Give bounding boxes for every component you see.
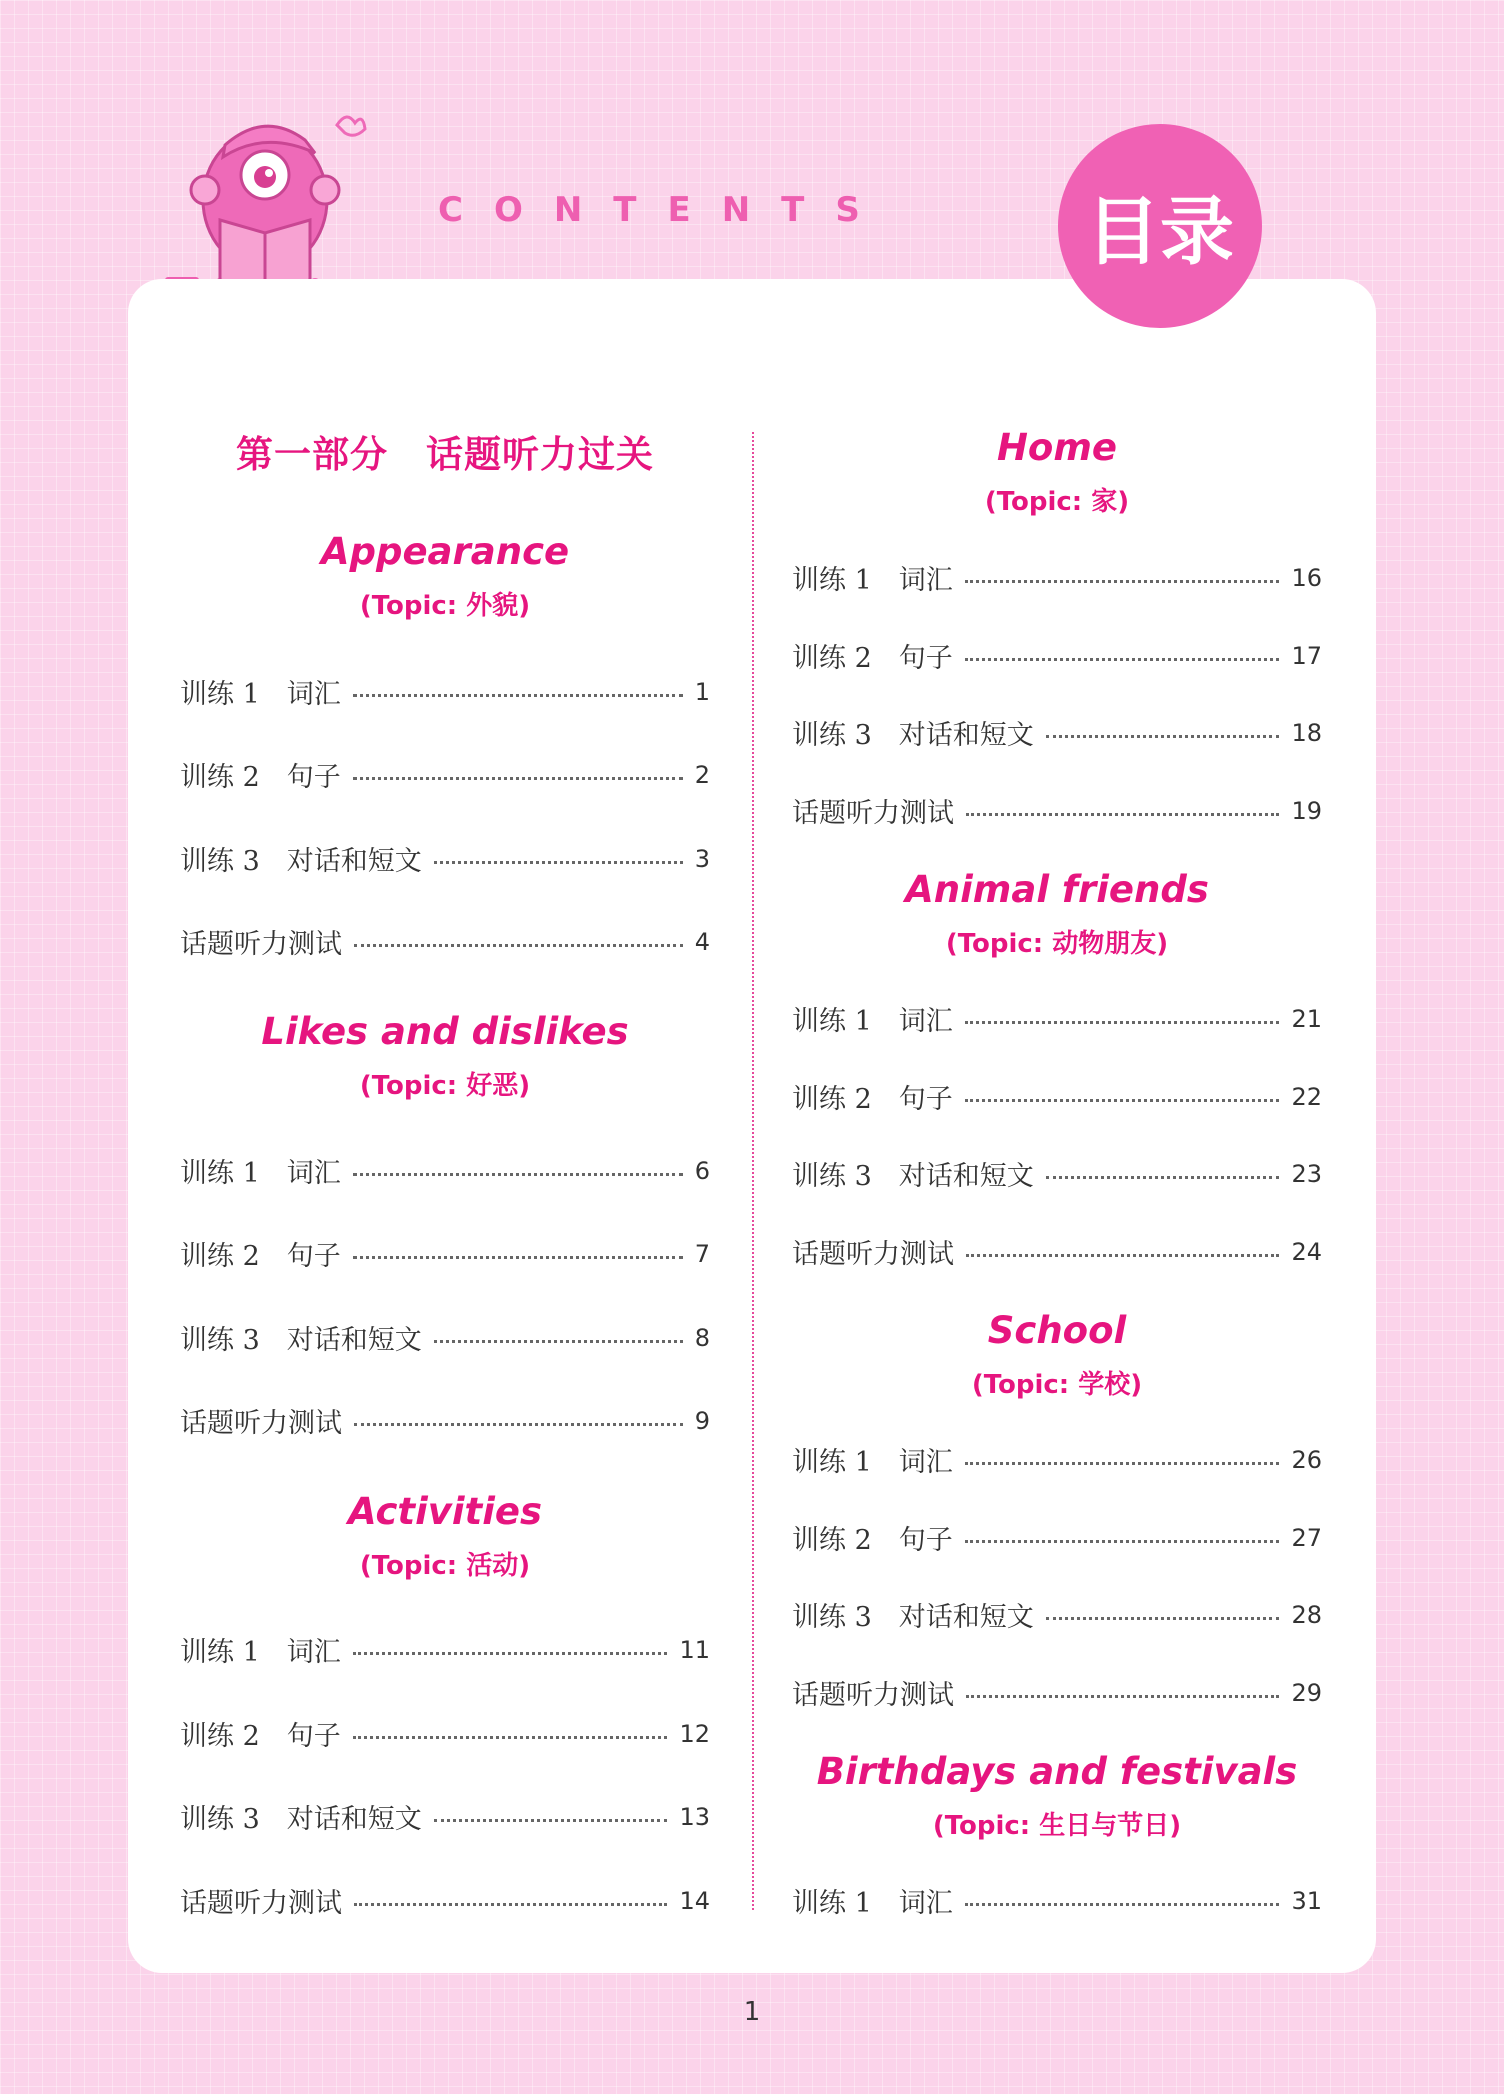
- entry-label: 训练 1 词汇: [180, 1158, 341, 1189]
- toc-entry[interactable]: [180, 1630, 710, 1669]
- entry-label: 训练 2 句子: [180, 762, 341, 793]
- section-title: School: [987, 1309, 1127, 1352]
- entry-label: 训练 3 对话和短文: [792, 720, 1034, 751]
- dot-leader: [965, 1540, 1280, 1543]
- section-subtitle: (Topic: 活动): [359, 1551, 531, 1581]
- toc-entry[interactable]: [792, 1673, 1322, 1712]
- entry-page: 27: [1291, 1523, 1322, 1552]
- dot-leader: [354, 1423, 683, 1426]
- entry-label: 训练 1 词汇: [792, 565, 953, 596]
- column-divider: [752, 432, 754, 1910]
- dot-leader: [353, 1736, 668, 1739]
- entry-label: 话题听力测试: [180, 1408, 342, 1439]
- toc-entry[interactable]: [180, 755, 710, 794]
- dot-leader: [1046, 1617, 1280, 1620]
- toc-entry[interactable]: [180, 1234, 710, 1273]
- entry-page: 28: [1291, 1600, 1322, 1629]
- entry-page: 31: [1291, 1886, 1322, 1915]
- toc-entry[interactable]: [792, 791, 1322, 830]
- dot-leader: [434, 1819, 668, 1822]
- entry-page: 29: [1291, 1678, 1322, 1707]
- section-title: Likes and dislikes: [261, 1010, 629, 1053]
- toc-entry[interactable]: [180, 1318, 710, 1357]
- toc-entry[interactable]: [792, 1881, 1322, 1920]
- entry-page: 18: [1291, 718, 1322, 747]
- section-subtitle: (Topic: 生日与节日): [932, 1811, 1182, 1841]
- dot-leader: [965, 1099, 1280, 1102]
- toc-entry[interactable]: [792, 1154, 1322, 1193]
- entry-page: 4: [694, 927, 710, 956]
- entry-label: 训练 1 词汇: [792, 1888, 953, 1919]
- entry-label: 训练 2 句子: [180, 1721, 341, 1752]
- entry-label: 话题听力测试: [792, 1680, 954, 1711]
- toc-entry[interactable]: [792, 713, 1322, 752]
- entry-label: 训练 3 对话和短文: [792, 1161, 1034, 1192]
- toc-badge: [1058, 124, 1262, 328]
- toc-entry[interactable]: [180, 1401, 710, 1440]
- entry-label: 训练 1 词汇: [180, 679, 341, 710]
- dot-leader: [434, 861, 683, 864]
- entry-label: 训练 1 词汇: [180, 1637, 341, 1668]
- dot-leader: [353, 1256, 683, 1259]
- section-title: Animal friends: [905, 868, 1209, 911]
- section-subtitle: (Topic: 动物朋友): [945, 929, 1169, 959]
- dot-leader: [1046, 735, 1280, 738]
- dot-leader: [965, 1903, 1280, 1906]
- entry-label: 训练 1 词汇: [792, 1006, 953, 1037]
- section-title: Home: [996, 426, 1118, 469]
- dot-leader: [965, 1021, 1280, 1024]
- part-title: 第一部分 话题听力过关: [236, 433, 654, 476]
- entry-page: 24: [1291, 1237, 1322, 1266]
- section-title: Birthdays and festivals: [816, 1750, 1298, 1793]
- toc-entry[interactable]: [180, 1797, 710, 1836]
- contents-heading: CONTENTS: [438, 190, 891, 230]
- entry-page: 13: [679, 1802, 710, 1831]
- dot-leader: [353, 1652, 668, 1655]
- toc-entry[interactable]: [180, 672, 710, 711]
- dot-leader: [353, 694, 683, 697]
- toc-entry[interactable]: [792, 1518, 1322, 1557]
- dot-leader: [354, 944, 683, 947]
- dot-leader: [966, 813, 1279, 816]
- entry-label: 话题听力测试: [180, 929, 342, 960]
- entry-page: 16: [1291, 563, 1322, 592]
- entry-page: 21: [1291, 1004, 1322, 1033]
- toc-entry[interactable]: [792, 1595, 1322, 1634]
- toc-entry[interactable]: [180, 839, 710, 878]
- entry-page: 3: [694, 844, 710, 873]
- dot-leader: [1046, 1176, 1280, 1179]
- section-subtitle: (Topic: 外貌): [359, 591, 531, 621]
- toc-entry[interactable]: [792, 636, 1322, 675]
- section-title: Activities: [347, 1490, 543, 1533]
- toc-entry[interactable]: [792, 1232, 1322, 1271]
- toc-entry[interactable]: [792, 558, 1322, 597]
- entry-page: 8: [694, 1323, 710, 1352]
- entry-label: 训练 2 句子: [180, 1241, 341, 1272]
- entry-page: 2: [694, 760, 710, 789]
- entry-page: 17: [1291, 641, 1322, 670]
- entry-page: 19: [1291, 796, 1322, 825]
- entry-page: 14: [679, 1886, 710, 1915]
- toc-entry[interactable]: [792, 999, 1322, 1038]
- toc-badge-label: 目录: [1086, 189, 1234, 275]
- entry-page: 11: [679, 1635, 710, 1664]
- dot-leader: [965, 580, 1280, 583]
- entry-label: 话题听力测试: [180, 1888, 342, 1919]
- entry-page: 22: [1291, 1082, 1322, 1111]
- entry-label: 训练 2 句子: [792, 1525, 953, 1556]
- dot-leader: [965, 1462, 1280, 1465]
- entry-label: 训练 3 对话和短文: [792, 1602, 1034, 1633]
- dot-leader: [434, 1340, 683, 1343]
- toc-entry[interactable]: [180, 1881, 710, 1920]
- entry-page: 23: [1291, 1159, 1322, 1188]
- entry-label: 话题听力测试: [792, 1239, 954, 1270]
- toc-entry[interactable]: [180, 1151, 710, 1190]
- section-subtitle: (Topic: 学校): [971, 1370, 1143, 1400]
- dot-leader: [353, 777, 683, 780]
- entry-page: 9: [694, 1406, 710, 1435]
- entry-label: 训练 3 对话和短文: [180, 846, 422, 877]
- toc-entry[interactable]: [180, 1714, 710, 1753]
- entry-label: 话题听力测试: [792, 798, 954, 829]
- toc-entry[interactable]: [792, 1077, 1322, 1116]
- entry-page: 7: [694, 1239, 710, 1268]
- section-subtitle: (Topic: 家): [984, 487, 1130, 517]
- entry-page: 26: [1291, 1445, 1322, 1474]
- entry-page: 12: [679, 1719, 710, 1748]
- entry-label: 训练 2 句子: [792, 1084, 953, 1115]
- dot-leader: [353, 1173, 683, 1176]
- section-title: Appearance: [320, 530, 570, 573]
- entry-page: 6: [694, 1156, 710, 1185]
- entry-label: 训练 2 句子: [792, 643, 953, 674]
- entry-label: 训练 3 对话和短文: [180, 1804, 422, 1835]
- dot-leader: [966, 1254, 1279, 1257]
- toc-entry[interactable]: [792, 1440, 1322, 1479]
- page-number: 1: [743, 1997, 761, 2027]
- entry-label: 训练 1 词汇: [792, 1447, 953, 1478]
- section-subtitle: (Topic: 好恶): [359, 1071, 531, 1101]
- dot-leader: [354, 1903, 667, 1906]
- toc-entry[interactable]: [180, 922, 710, 961]
- dot-leader: [966, 1695, 1279, 1698]
- entry-page: 1: [694, 677, 710, 706]
- dot-leader: [965, 658, 1280, 661]
- entry-label: 训练 3 对话和短文: [180, 1325, 422, 1356]
